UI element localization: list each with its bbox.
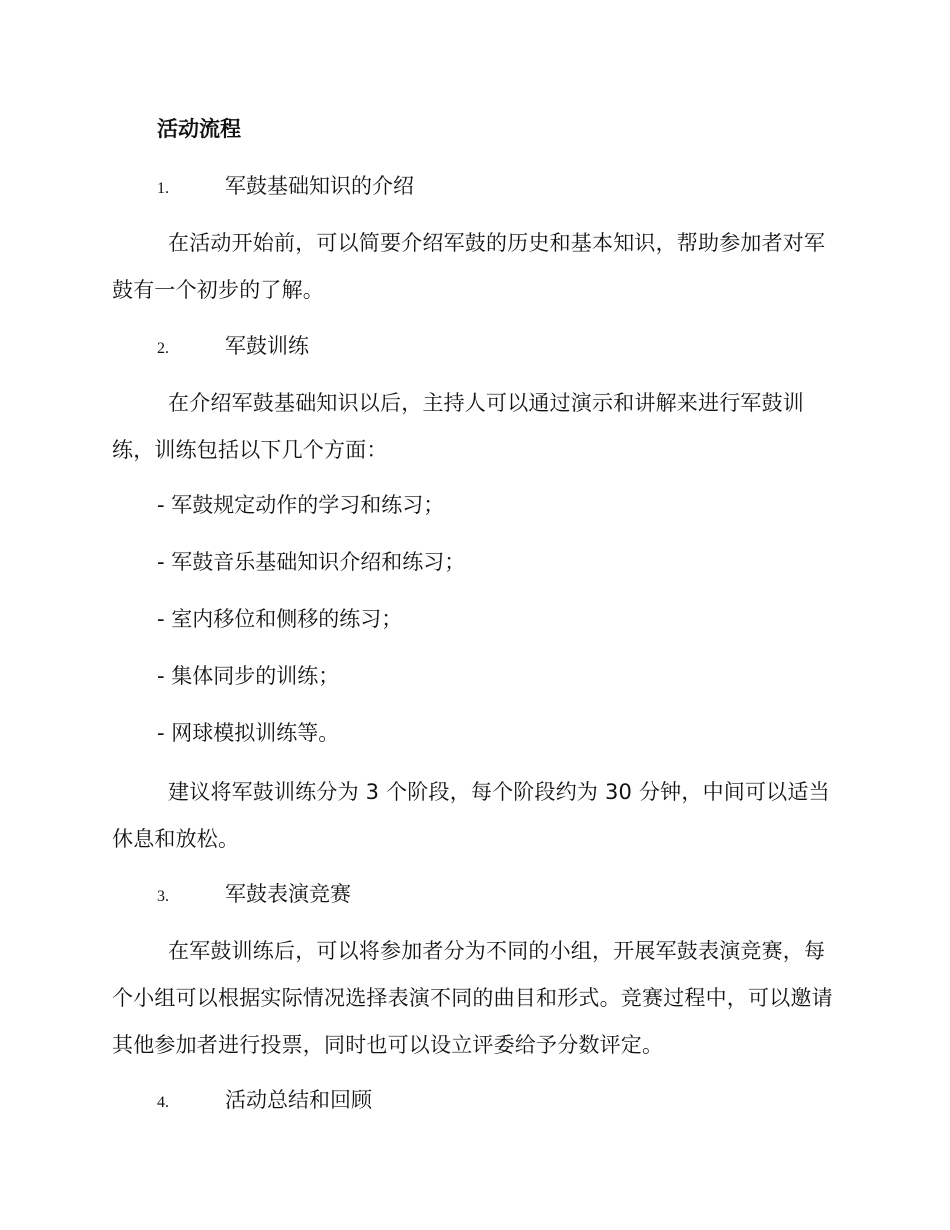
item-title: 军鼓表演竞赛	[225, 882, 351, 906]
paragraph-intro: 在活动开始前，可以简要介绍军鼓的历史和基本知识，帮助参加者对军鼓有一个初步的了解。	[112, 231, 826, 302]
paragraph-training: 在介绍军鼓基础知识以后，主持人可以通过演示和讲解来进行军鼓训练，训练包括以下几个方面：	[112, 391, 804, 462]
item-number: 3.	[157, 888, 169, 905]
section-heading: 活动流程	[157, 117, 241, 141]
bullet-item: - 网球模拟训练等。	[157, 721, 340, 745]
item-number: 4.	[157, 1094, 169, 1111]
bullet-item: - 集体同步的训练；	[157, 664, 340, 688]
bullet-item: - 室内移位和侧移的练习；	[157, 607, 403, 631]
numbered-item-2	[157, 331, 309, 364]
item-number: 1.	[157, 180, 169, 197]
numbered-item-3	[157, 879, 351, 912]
numbered-item-4	[157, 1085, 372, 1118]
bullet-item: - 军鼓音乐基础知识介绍和练习；	[157, 550, 466, 574]
item-title: 军鼓训练	[225, 334, 309, 358]
bullet-item: - 军鼓规定动作的学习和练习；	[157, 493, 445, 517]
item-title: 军鼓基础知识的介绍	[225, 174, 414, 198]
paragraph-suggestion: 建议将军鼓训练分为 3 个阶段，每个阶段约为 30 分钟，中间可以适当休息和放松。	[112, 780, 830, 851]
item-number: 2.	[157, 340, 169, 357]
item-title: 活动总结和回顾	[225, 1088, 372, 1112]
paragraph-competition: 在军鼓训练后，可以将参加者分为不同的小组，开展军鼓表演竞赛，每个小组可以根据实际情况选择表演不同的曲目和形式。竞赛过程中，可以邀请其他参加者进行投票，同时也可以设立评委给予分数评定。	[112, 939, 833, 1057]
numbered-item-1	[157, 171, 414, 204]
